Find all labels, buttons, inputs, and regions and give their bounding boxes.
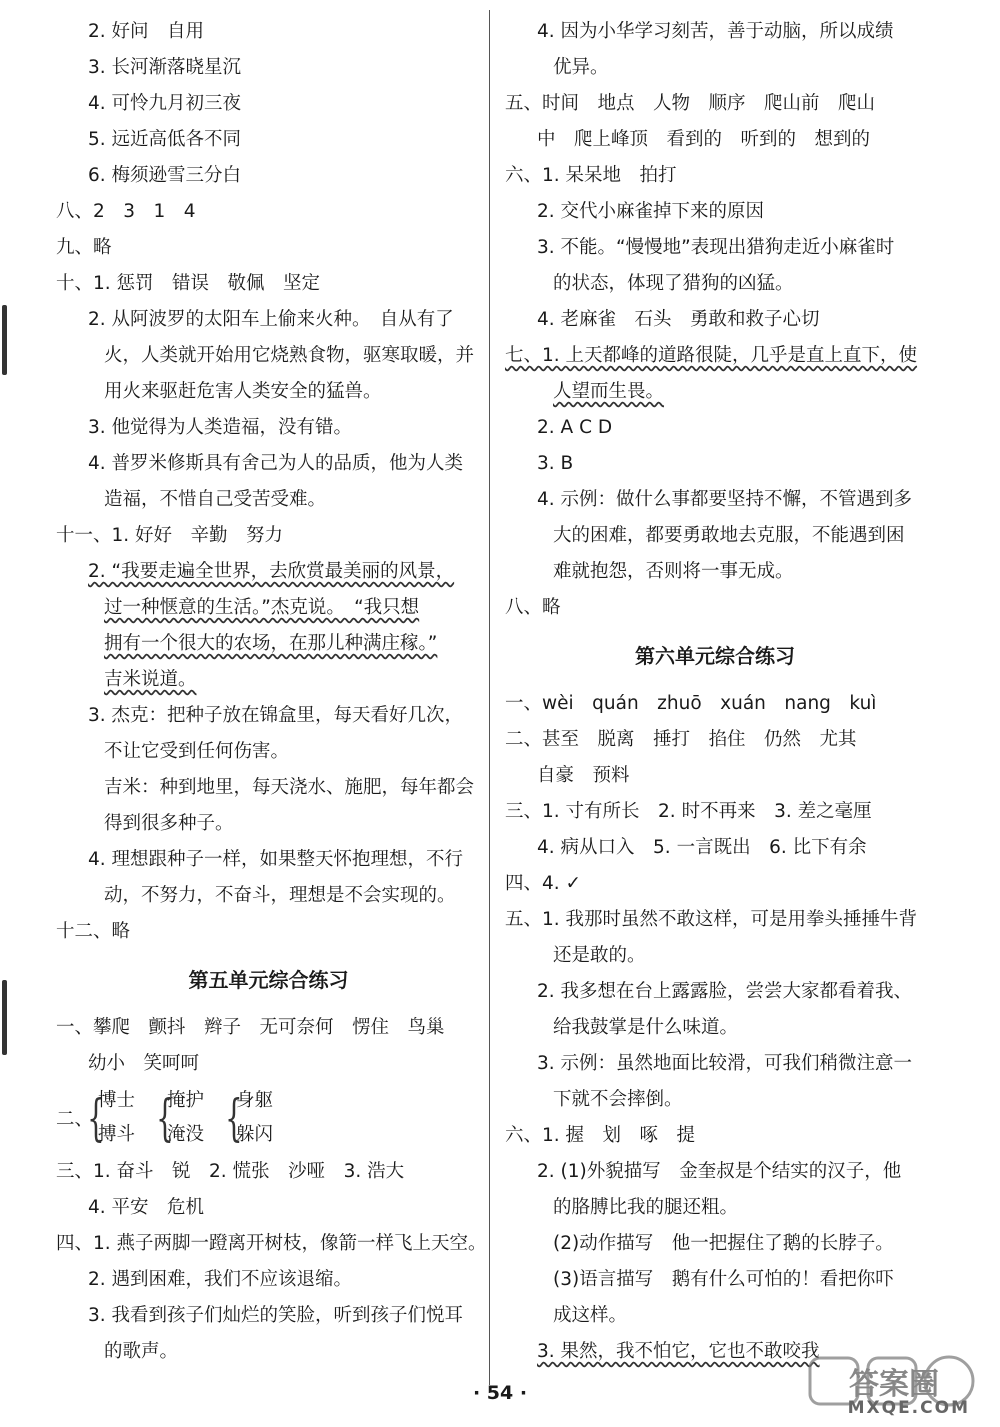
brace-group	[153, 1083, 204, 1153]
watermark-text: MXQE.COM	[847, 1398, 970, 1418]
answer-line	[56, 1046, 481, 1082]
answer-text: 三、1. 寸有所长 2. 时不再来 3. 差之毫厘	[505, 801, 872, 822]
answer-line	[505, 686, 925, 722]
answer-line	[505, 50, 925, 86]
answer-text: 3. 我看到孩子们灿烂的笑脸，听到孩子们悦耳	[88, 1305, 464, 1326]
answer-line	[56, 1226, 487, 1262]
answer-text: 四、4. ✓	[505, 873, 582, 894]
answer-line	[56, 806, 481, 842]
pair-word: 身躯	[236, 1090, 274, 1111]
answer-line	[505, 830, 925, 866]
answer-line	[56, 14, 481, 50]
answer-line	[505, 1010, 925, 1046]
answer-text: 2. 遇到困难，我们不应该退缩。	[88, 1269, 353, 1290]
answer-line	[505, 302, 925, 338]
answer-line	[505, 266, 925, 302]
answer-line	[56, 554, 481, 590]
answer-line	[56, 230, 481, 266]
answer-text: 十二、略	[56, 921, 131, 942]
answer-line	[56, 1010, 481, 1046]
answer-text: 造福，不惜自己受苦受难。	[104, 489, 327, 510]
answer-text: 拥有一个很大的农场，在那儿种满庄稼。”	[104, 633, 438, 654]
answer-line	[56, 50, 481, 86]
answer-text: 成这样。	[553, 1305, 628, 1326]
answer-text: 大的困难，都要勇敢地去克服，不能遇到困	[553, 525, 905, 546]
answer-line	[505, 1046, 925, 1082]
brace-icon: {	[156, 1089, 174, 1147]
answer-text: 4. 可怜九月初三夜	[88, 93, 242, 114]
answer-text: 3. 杰克：把种子放在锦盒里，每天看好几次，	[88, 705, 464, 726]
column-divider	[489, 10, 490, 1385]
answer-text: 3. 他觉得为人类造福，没有错。	[88, 417, 353, 438]
page-number: · 54 ·	[472, 1382, 528, 1404]
brace-group	[222, 1083, 273, 1153]
answer-line	[56, 590, 481, 626]
brace-icon: {	[87, 1089, 105, 1147]
answer-text: 动，不努力，不奋斗，理想是不会实现的。	[104, 885, 456, 906]
answer-text: 十、1. 惩罚 错误 敬佩 坚定	[56, 273, 321, 294]
answer-text: 的胳膊比我的腿还粗。	[553, 1197, 739, 1218]
pair-word: 博士	[98, 1090, 136, 1111]
answer-line	[505, 1154, 925, 1190]
answer-text: 人望而生畏。	[553, 381, 665, 402]
answer-text: 中 爬上峰顶 看到的 听到的 想到的	[537, 129, 871, 150]
answer-text: 2. 我多想在台上露露脸，尝尝大家都看着我、	[537, 981, 913, 1002]
answer-line	[505, 866, 925, 902]
answer-text: 3. 长河渐落晓星沉	[88, 57, 242, 78]
answer-text: 九、略	[56, 237, 112, 258]
answer-line	[505, 482, 925, 518]
answer-text: 五、时间 地点 人物 顺序 爬山前 爬山	[505, 93, 876, 114]
answer-text: (2)动作描写 他一把握住了鹅的长脖子。	[553, 1233, 894, 1254]
answer-text: 4. 理想跟种子一样，如果整天怀抱理想，不行	[88, 849, 464, 870]
answer-line	[505, 446, 925, 482]
answer-text: 一、wèi quán zhuō xuán nang kuì	[505, 693, 877, 714]
answer-line	[56, 734, 481, 770]
answer-text: 2. 从阿波罗的太阳车上偷来火种。 自从有了	[88, 309, 454, 330]
unit5-heading: 第五单元综合练习	[188, 968, 349, 992]
answer-text: 给我鼓掌是什么味道。	[553, 1017, 739, 1038]
answer-line	[56, 1334, 481, 1370]
answer-text: 2. 好问 自用	[88, 21, 205, 42]
binding-mark-bottom	[2, 980, 7, 1055]
answer-line	[56, 338, 481, 374]
answer-line	[505, 554, 925, 590]
answer-line	[505, 194, 925, 230]
answer-text: 五、1. 我那时虽然不敢这样，可是用拳头捶捶牛背	[505, 909, 918, 930]
pair-word: 淹没	[167, 1124, 205, 1145]
answer-text: 六、1. 呆呆地 拍打	[505, 165, 677, 186]
answer-line	[56, 662, 481, 698]
answer-text: 吉米说道。	[104, 669, 197, 690]
answer-text: 6. 梅须逊雪三分白	[88, 165, 242, 186]
answer-line	[56, 842, 481, 878]
answer-line	[56, 194, 481, 230]
answer-line	[505, 230, 925, 266]
answer-line	[56, 86, 481, 122]
answer-line	[505, 1190, 925, 1226]
answer-line	[56, 878, 481, 914]
answer-line	[505, 1298, 925, 1334]
answer-text: 四、1. 燕子两脚一蹬离开树枝，像箭一样飞上天空。	[56, 1233, 487, 1254]
answer-line	[56, 1190, 481, 1226]
answer-line	[56, 266, 481, 302]
answer-line	[505, 1118, 925, 1154]
answer-text: 2. A C D	[537, 417, 613, 438]
pair-word: 搏斗	[98, 1124, 136, 1145]
answer-text: 一、攀爬 颤抖 辫子 无可奈何 愣住 鸟巢	[56, 1017, 445, 1038]
answer-text: 火，人类就开始用它烧熟食物，驱寒取暖，并	[104, 345, 475, 366]
answer-text: 的歌声。	[104, 1341, 179, 1362]
answer-line	[56, 482, 481, 518]
answer-line	[56, 302, 481, 338]
answer-text: 4. 普罗米修斯具有舍己为人的品质，他为人类	[88, 453, 464, 474]
answer-text: 3. B	[537, 453, 574, 474]
answer-line	[56, 698, 481, 734]
answer-text: 3. 示例：虽然地面比较滑，可我们稍微注意一	[537, 1053, 913, 1074]
answer-text: 3. 不能。“慢慢地”表现出猎狗走近小麻雀时	[537, 237, 895, 258]
answer-text: 2. “我要走遍全世界，去欣赏最美丽的风景，	[88, 561, 455, 582]
answer-line	[56, 1298, 481, 1334]
answer-line	[505, 938, 925, 974]
answer-line	[56, 158, 481, 194]
answer-text: 还是敢的。	[553, 945, 646, 966]
pair-word: 掩护	[167, 1090, 205, 1111]
answer-text: 4. 因为小华学习刻苦，善于动脑，所以成绩	[537, 21, 894, 42]
answer-text: (3)语言描写 鹅有什么可怕的！看把你吓	[553, 1269, 894, 1290]
answer-line	[505, 1082, 925, 1118]
answer-line	[505, 14, 925, 50]
answer-text: 4. 老麻雀 石头 勇敢和救子心切	[537, 309, 820, 330]
answer-text: 过一种惬意的生活。”杰克说。 “我只想	[104, 597, 420, 618]
answer-line	[56, 1154, 481, 1190]
answer-line	[505, 518, 925, 554]
brace-word-pairs	[56, 1082, 481, 1154]
watermark-logo-text: 答案圈	[849, 1367, 939, 1402]
answer-text: 不让它受到任何伤害。	[104, 741, 290, 762]
answer-text: 用火来驱赶危害人类安全的猛兽。	[104, 381, 382, 402]
answer-text: 4. 病从口入 5. 一言既出 6. 比下有余	[537, 837, 867, 858]
answer-text: 幼小 笑呵呵	[88, 1053, 200, 1074]
answer-line	[505, 722, 925, 758]
answer-line	[505, 1262, 925, 1298]
answer-line	[56, 626, 481, 662]
answer-text: 优异。	[553, 57, 609, 78]
answer-text: 八、略	[505, 597, 561, 618]
answer-line	[505, 158, 925, 194]
answer-text: 难就抱怨，否则将一事无成。	[553, 561, 794, 582]
answer-line	[56, 410, 481, 446]
answer-line	[505, 590, 925, 626]
pair-word: 躲闪	[236, 1124, 274, 1145]
answer-line	[505, 86, 925, 122]
answer-line	[505, 1226, 925, 1262]
answer-line	[56, 374, 481, 410]
answer-text: 得到很多种子。	[104, 813, 234, 834]
answer-line	[505, 374, 925, 410]
answer-line	[505, 122, 925, 158]
answer-line	[56, 518, 481, 554]
brace-label: 二、	[56, 1109, 94, 1130]
answer-text: 七、1. 上天都峰的道路很陡，几乎是直上直下，使	[505, 345, 918, 366]
brace-icon: {	[225, 1089, 243, 1147]
answer-text: 的状态，体现了猎狗的凶猛。	[553, 273, 794, 294]
answer-line	[56, 770, 481, 806]
answer-text: 2. (1)外貌描写 金奎叔是个结实的汉子，他	[537, 1161, 902, 1182]
answer-line	[505, 794, 925, 830]
answer-text: 三、1. 奋斗 锐 2. 慌张 沙哑 3. 浩大	[56, 1161, 405, 1182]
brace-group	[84, 1083, 135, 1153]
answer-text: 5. 远近高低各不同	[88, 129, 242, 150]
answer-text: 4. 平安 危机	[88, 1197, 205, 1218]
unit6-heading: 第六单元综合练习	[635, 644, 795, 668]
left-column	[56, 14, 487, 1370]
answer-text: 二、甚至 脱离 捶打 掐住 仍然 尤其	[505, 729, 857, 750]
answer-text: 下就不会摔倒。	[553, 1089, 683, 1110]
answer-text: 3. 果然，我不怕它，它也不敢咬我	[537, 1341, 820, 1362]
answer-text: 吉米：种到地里，每天浇水、施肥，每年都会	[104, 777, 475, 798]
answer-line	[56, 446, 481, 482]
answer-line	[505, 758, 925, 794]
answer-line	[505, 902, 925, 938]
answer-line	[56, 1262, 481, 1298]
answer-text: 八、2 3 1 4	[56, 201, 196, 222]
answer-line	[56, 122, 481, 158]
binding-mark-top	[2, 305, 7, 375]
answer-text: 十一、1. 好好 辛勤 努力	[56, 525, 284, 546]
answer-text: 自豪 预料	[537, 765, 630, 786]
answer-line	[505, 338, 925, 374]
answer-text: 2. 交代小麻雀掉下来的原因	[537, 201, 765, 222]
answer-text: 六、1. 握 划 啄 提	[505, 1125, 696, 1146]
answer-line	[56, 914, 481, 950]
answer-line	[505, 974, 925, 1010]
right-column	[505, 14, 925, 1370]
answer-text: 4. 示例：做什么事都要坚持不懈，不管遇到多	[537, 489, 913, 510]
answer-line	[505, 410, 925, 446]
